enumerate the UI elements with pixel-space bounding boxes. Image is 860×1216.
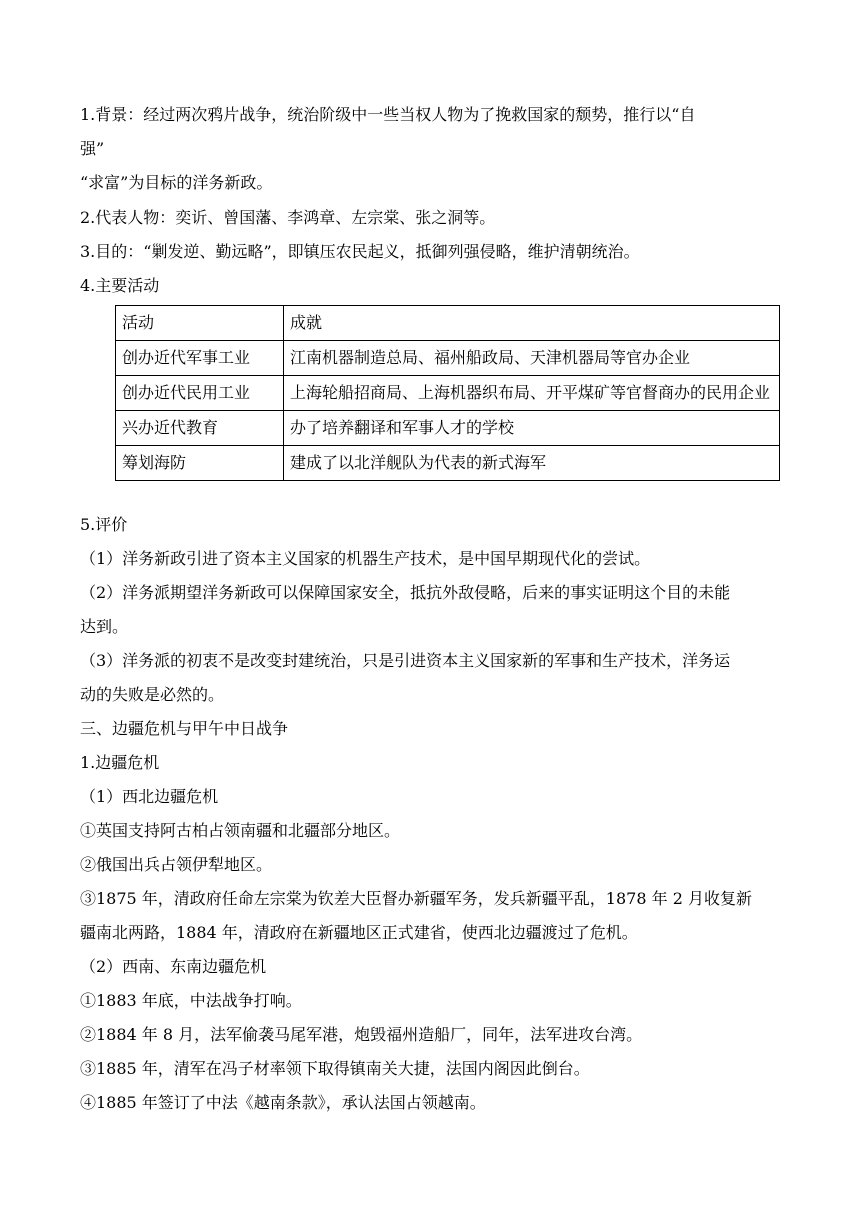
paragraph-eval-2-cont: 达到。 [80, 617, 129, 636]
heading-frontier-crisis: 1.边疆危机 [80, 753, 160, 772]
paragraph-eval-1: （1）洋务新政引进了资本主义国家的机器生产技术，是中国早期现代化的尝试。 [80, 549, 651, 568]
table-cell: 创办近代民用工业 [116, 376, 284, 411]
table-header-cell: 活动 [116, 306, 284, 341]
activities-table [115, 305, 780, 481]
table-row [116, 341, 780, 376]
list-item-cont: 疆南北两路，1884 年，清政府在新疆地区正式建省，使西北边疆渡过了危机。 [80, 923, 638, 942]
paragraph-eval-3: （3）洋务派的初衷不是改变封建统治，只是引进资本主义国家新的军事和生产技术，洋务运 [80, 651, 731, 670]
list-item: ③1885 年，清军在冯子材率领下取得镇南关大捷，法国内阁因此倒台。 [80, 1059, 590, 1078]
list-item: ④1885 年签订了中法《越南条款》，承认法国占领越南。 [80, 1093, 486, 1112]
list-item: ③1875 年，清政府任命左宗棠为钦差大臣督办新疆军务，发兵新疆平乱，1878 年 2 月收复新 [80, 889, 752, 908]
table-row [116, 376, 780, 411]
list-item: ①1883 年底，中法战争打响。 [80, 991, 302, 1010]
heading-southwest-crisis: （2）西南、东南边疆危机 [80, 957, 267, 976]
heading-evaluation: 5.评价 [80, 515, 128, 534]
list-item: ②1884 年 8 月，法军偷袭马尾军港，炮毁福州造船厂，同年，法军进攻台湾。 [80, 1025, 643, 1044]
paragraph-background-cont2: “求富”为目标的洋务新政。 [80, 173, 273, 192]
paragraph-eval-3-cont: 动的失败是必然的。 [80, 685, 225, 704]
paragraph-eval-2: （2）洋务派期望洋务新政可以保障国家安全，抵抗外敌侵略，后来的事实证明这个目的未能 [80, 583, 731, 602]
heading-northwest-crisis: （1）西北边疆危机 [80, 787, 219, 806]
list-item: ②俄国出兵占领伊犁地区。 [80, 855, 273, 874]
table-row [116, 446, 780, 481]
paragraph-background: 1.背景：经过两次鸦片战争，统治阶级中一些当权人物为了挽救国家的颓势，推行以“自 [80, 105, 696, 124]
paragraph-background-cont: 强” [80, 139, 105, 158]
table-cell: 筹划海防 [116, 446, 284, 481]
table-header-row [116, 306, 780, 341]
section-heading-frontier: 三、边疆危机与甲午中日战争 [80, 719, 289, 738]
table-row [116, 411, 780, 446]
table-cell: 上海轮船招商局、上海机器织布局、开平煤矿等官督商办的民用企业 [284, 376, 780, 411]
heading-main-activities: 4.主要活动 [80, 276, 160, 295]
table-cell: 建成了以北洋舰队为代表的新式海军 [284, 446, 780, 481]
table-cell: 创办近代军事工业 [116, 341, 284, 376]
table-cell: 江南机器制造总局、福州船政局、天津机器局等官办企业 [284, 341, 780, 376]
table-cell: 办了培养翻译和军事人才的学校 [284, 411, 780, 446]
table-cell: 兴办近代教育 [116, 411, 284, 446]
table-header-cell: 成就 [284, 306, 780, 341]
paragraph-purpose: 3.目的：“剿发逆、勤远略”，即镇压农民起义，抵御列强侵略，维护清朝统治。 [80, 242, 640, 261]
paragraph-figures: 2.代表人物：奕䜣、曾国藩、李鸿章、左宗棠、张之洞等。 [80, 208, 496, 227]
list-item: ①英国支持阿古柏占领南疆和北疆部分地区。 [80, 821, 401, 840]
